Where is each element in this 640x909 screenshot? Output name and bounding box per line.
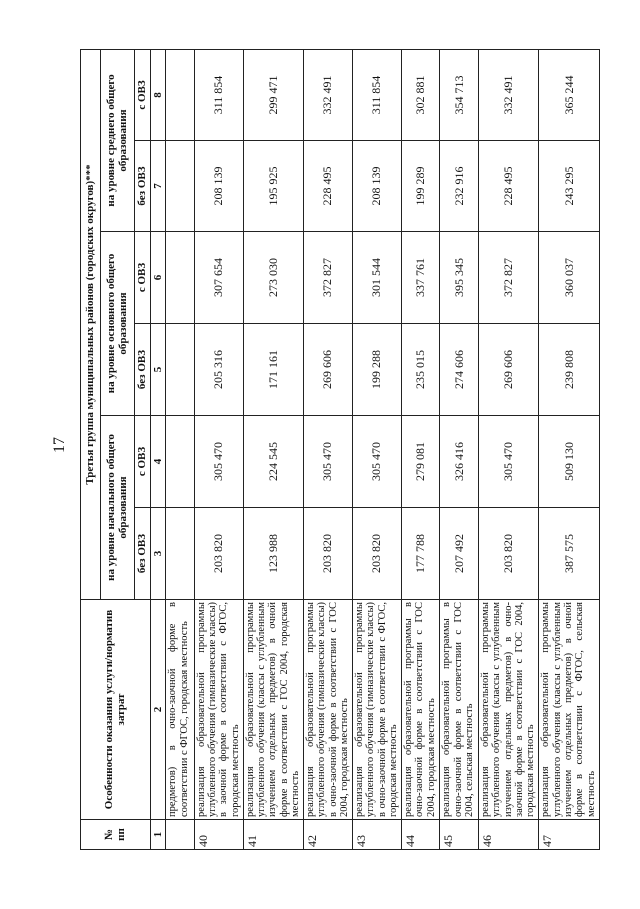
- cost-value-cell: 387 575: [539, 508, 600, 600]
- cost-value-cell: 311 854: [194, 50, 243, 141]
- row-description: реализация образовательной программы углубленного обучения (классы с углубленным изучением отдельных предметов) в очной форме в соответствии с ГОС 2004, городская местность: [243, 600, 303, 820]
- cost-value-cell: 354 713: [440, 50, 479, 141]
- cost-value-cell: 332 491: [478, 50, 538, 141]
- table-body: [151, 50, 600, 850]
- cost-value-cell: 195 925: [243, 141, 303, 232]
- cost-value-cell: 208 139: [194, 141, 243, 232]
- table-row: [401, 50, 440, 850]
- header-sub: без ОВЗ: [135, 508, 151, 600]
- cost-value-cell: 203 820: [352, 508, 401, 600]
- row-number: [166, 820, 194, 850]
- row-number: 44: [401, 820, 440, 850]
- cost-value-cell: 279 081: [401, 416, 440, 508]
- cost-value-cell: 305 470: [194, 416, 243, 508]
- cost-value-cell: 360 037: [539, 232, 600, 324]
- rotated-page-content: [80, 50, 600, 850]
- column-number: 8: [151, 50, 166, 141]
- header-sub: без ОВЗ: [135, 324, 151, 416]
- table-row: [243, 50, 303, 850]
- header-sub: с ОВЗ: [135, 50, 151, 141]
- cost-value-cell: 199 288: [352, 324, 401, 416]
- cost-value-cell: 203 820: [304, 508, 353, 600]
- row-description: реализация образовательной программы в очно-заочной форме в соответствии с ГОС 2004, городская местность: [401, 600, 440, 820]
- row-description: реализация образовательной программы углубленного обучения (гимназические классы) в заочной форме в соответствии с ФГОС, городская местность: [194, 600, 243, 820]
- cost-value-cell: [166, 232, 194, 324]
- row-number: 45: [440, 820, 479, 850]
- cost-value-cell: 224 545: [243, 416, 303, 508]
- row-description: реализация образовательной программы углубленного обучения (гимназические классы) в очно-заочной форме в соответствии с ГОС 2004, городская местность: [304, 600, 353, 820]
- header-level-basic: на уровне основного общего образования: [101, 232, 135, 416]
- cost-value-cell: 274 606: [440, 324, 479, 416]
- cost-value-cell: 326 416: [440, 416, 479, 508]
- cost-value-cell: 228 495: [478, 141, 538, 232]
- cost-value-cell: 269 606: [304, 324, 353, 416]
- header-group: Третья группа муниципальных районов (городских округов)***: [81, 50, 101, 600]
- column-number: 5: [151, 324, 166, 416]
- cost-value-cell: [166, 50, 194, 141]
- cost-value-cell: [166, 324, 194, 416]
- cost-value-cell: 203 820: [194, 508, 243, 600]
- cost-value-cell: 177 788: [401, 508, 440, 600]
- cost-value-cell: 302 881: [401, 50, 440, 141]
- cost-value-cell: [166, 141, 194, 232]
- column-number: 6: [151, 232, 166, 324]
- cost-value-cell: 372 827: [304, 232, 353, 324]
- header-num: № пп: [81, 820, 151, 850]
- row-description: реализация образовательной программы углубленного обучения (классы с углубленным изучением отдельных предметов) в очно-заочной форме в соответствии с ГОС 2004, городская местность: [478, 600, 538, 820]
- cost-value-cell: 243 295: [539, 141, 600, 232]
- column-number: 2: [151, 600, 166, 820]
- row-number: 40: [194, 820, 243, 850]
- table-row: [539, 50, 600, 850]
- header-sub: без ОВЗ: [135, 141, 151, 232]
- header-sub: с ОВЗ: [135, 232, 151, 324]
- cost-value-cell: 208 139: [352, 141, 401, 232]
- cost-value-cell: 207 492: [440, 508, 479, 600]
- row-number: 43: [352, 820, 401, 850]
- row-description: реализация образовательной программы углубленного обучения (гимназические классы) в очно-заочной форме в соответствии с ФГОС, городская местность: [352, 600, 401, 820]
- row-description: реализация образовательной программы в очно-заочной форме в соответствии с ГОС 2004, сельская местность: [440, 600, 479, 820]
- header-level-secondary: на уровне среднего общего образования: [101, 50, 135, 232]
- row-number: 46: [478, 820, 538, 850]
- cost-value-cell: 199 289: [401, 141, 440, 232]
- cost-norms-table: [80, 49, 600, 850]
- cost-value-cell: 311 854: [352, 50, 401, 141]
- header-sub: с ОВЗ: [135, 416, 151, 508]
- cost-value-cell: 305 470: [304, 416, 353, 508]
- table-row: [304, 50, 353, 850]
- cost-value-cell: 171 161: [243, 324, 303, 416]
- column-number: 4: [151, 416, 166, 508]
- cost-value-cell: 305 470: [352, 416, 401, 508]
- table-row: [478, 50, 538, 850]
- cost-value-cell: 365 244: [539, 50, 600, 141]
- header-level-primary: на уровне начального общего образования: [101, 416, 135, 600]
- cost-value-cell: 203 820: [478, 508, 538, 600]
- header-feature: Особенности оказания услуги/норматив затрат: [81, 600, 151, 820]
- row-number: 47: [539, 820, 600, 850]
- page-number: 17: [51, 437, 68, 453]
- cost-value-cell: 332 491: [304, 50, 353, 141]
- cost-value-cell: 307 654: [194, 232, 243, 324]
- cost-value-cell: 235 015: [401, 324, 440, 416]
- cost-value-cell: 239 808: [539, 324, 600, 416]
- row-number: 41: [243, 820, 303, 850]
- table-row: [352, 50, 401, 850]
- cost-value-cell: [166, 508, 194, 600]
- cost-value-cell: 205 316: [194, 324, 243, 416]
- cost-value-cell: 301 544: [352, 232, 401, 324]
- cost-value-cell: 509 130: [539, 416, 600, 508]
- table-row: [194, 50, 243, 850]
- table-row: [166, 50, 194, 850]
- row-description: реализация образовательной программы углубленного обучения (классы с углубленным изучением отдельных предметов) в очной форме в соответствии с ФГОС, сельская местность: [539, 600, 600, 820]
- column-number-row: [151, 50, 166, 850]
- cost-value-cell: [166, 416, 194, 508]
- cost-value-cell: 273 030: [243, 232, 303, 324]
- cost-value-cell: 337 761: [401, 232, 440, 324]
- cost-value-cell: 269 606: [478, 324, 538, 416]
- cost-value-cell: 395 345: [440, 232, 479, 324]
- cost-value-cell: 299 471: [243, 50, 303, 141]
- cost-value-cell: 372 827: [478, 232, 538, 324]
- cost-value-cell: 123 988: [243, 508, 303, 600]
- column-number: 1: [151, 820, 166, 850]
- cost-value-cell: 232 916: [440, 141, 479, 232]
- cost-value-cell: 228 495: [304, 141, 353, 232]
- column-number: 7: [151, 141, 166, 232]
- row-description: предметов) в очно-заочной форме в соответствии с ФГОС, городская местность: [166, 600, 194, 820]
- cost-value-cell: 305 470: [478, 416, 538, 508]
- row-number: 42: [304, 820, 353, 850]
- table-row: [440, 50, 479, 850]
- column-number: 3: [151, 508, 166, 600]
